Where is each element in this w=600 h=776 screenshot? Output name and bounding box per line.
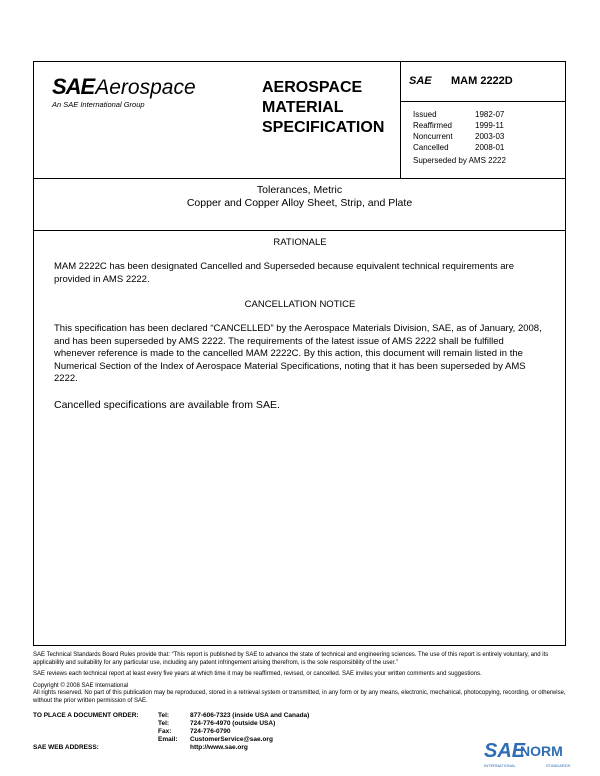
- date-row: [413, 131, 504, 142]
- cancellation-text: This specification has been declared “CANCELLED” by the Aerospace Materials Division, SAE, as of January, 2008, and has been superseded by AMS 2222. The requirements of the latest issue of AMS 2222 shall be fulfilled whenever reference is made to the cancelled MAM 2222C. By this action, this document will remain listed in the Numerical Section of the Index of Aerospace Material Specifications, noting that it has been superseded by AMS 2222.: [54, 323, 542, 384]
- date-value: 1982-07: [475, 110, 505, 119]
- contact-label: Fax:: [158, 728, 172, 735]
- sae-mini-logo: SAE: [409, 75, 432, 87]
- copyright-notice: Copyright © 2008 SAE International: [33, 682, 129, 689]
- web-address-row: [33, 744, 248, 751]
- date-value: 2008-01: [475, 143, 505, 152]
- contact-row: [33, 736, 309, 744]
- date-label: Cancelled: [413, 143, 449, 152]
- rules-notice: SAE Technical Standards Board Rules provide that: “This report is published by SAE to advance the state of technical and engineering sciences. The use of this report is entirely voluntary, and its applicability and suitability for any particular use, including any patent infringement arising therefrom, is the sole responsibility of the user.”: [33, 652, 549, 666]
- date-row: [413, 109, 504, 120]
- date-value: 2003-03: [475, 132, 505, 141]
- logo-subtitle: An SAE International Group: [52, 100, 145, 109]
- rights-notice: All rights reserved. No part of this publication may be reproduced, stored in a retrieval system or transmitted, in any form or by any means, electronic, mechanical, photocopying, recording, or otherwise, without the prior written permission of SAE.: [33, 690, 566, 704]
- contact-label: Email:: [158, 736, 178, 743]
- subject-line-2: Copper and Copper Alloy Sheet, Strip, and Plate: [186, 197, 413, 209]
- date-label: Reaffirmed: [413, 121, 452, 130]
- cancellation-heading: CANCELLATION NOTICE: [244, 299, 356, 310]
- date-row: [413, 142, 504, 153]
- contact-row: [33, 720, 309, 728]
- date-value: 1999-11: [475, 121, 504, 130]
- footer-notices: [33, 652, 567, 705]
- document-info-box: [400, 62, 565, 178]
- contact-label: Tel:: [158, 720, 170, 727]
- logo-aerospace-text: Aerospace: [95, 76, 196, 99]
- rationale-text: MAM 2222C has been designated Cancelled and Superseded because equivalent technical requirements are provided in AMS 2222.: [54, 261, 514, 285]
- availability-text: Cancelled specifications are available from SAE.: [54, 398, 280, 411]
- rationale-heading: RATIONALE: [273, 237, 327, 248]
- date-label: Issued: [413, 110, 437, 119]
- document-type-title: [262, 78, 412, 138]
- sae-norm-watermark-logo: [484, 740, 594, 770]
- email-link[interactable]: CustomerService@sae.org: [190, 736, 273, 743]
- review-notice: SAE reviews each technical report at least every five years at which time it may be reaffirmed, revised, or cancelled. SAE invites your written comments and suggestions.: [33, 671, 482, 677]
- document-body: [54, 237, 546, 425]
- document-frame: [33, 61, 566, 646]
- contact-row: [33, 712, 309, 720]
- norm-sae-text: SAE: [484, 740, 526, 762]
- norm-standards-text: STANDARDS: [546, 763, 571, 768]
- order-contacts: [33, 712, 309, 744]
- order-label: TO PLACE A DOCUMENT ORDER:: [33, 712, 139, 719]
- contact-value: 724-776-4970 (outside USA): [190, 720, 276, 727]
- title-line-1: AEROSPACE: [262, 79, 363, 96]
- document-number-row: [401, 62, 565, 102]
- web-label: SAE WEB ADDRESS:: [33, 744, 99, 751]
- document-subject: [34, 179, 565, 231]
- document-header: [34, 62, 565, 179]
- title-line-2: MATERIAL: [262, 99, 344, 116]
- logo-sae-text: SAE: [52, 74, 95, 99]
- web-address-link[interactable]: http://www.sae.org: [190, 744, 248, 751]
- superseded-by: Superseded by AMS 2222: [413, 156, 506, 165]
- contact-value: 724-776-0790: [190, 728, 231, 735]
- date-row: [413, 120, 504, 131]
- norm-international-text: INTERNATIONAL: [484, 763, 516, 768]
- date-label: Noncurrent: [413, 132, 453, 141]
- sae-aerospace-logo: [52, 74, 196, 109]
- document-number: MAM 2222D: [451, 75, 513, 87]
- document-dates: [413, 109, 504, 153]
- subject-line-1: Tolerances, Metric: [256, 184, 343, 196]
- contact-label: Tel:: [158, 712, 170, 719]
- contact-value: 877-606-7323 (inside USA and Canada): [190, 712, 310, 719]
- norm-text: NORM: [520, 743, 563, 759]
- title-line-3: SPECIFICATION: [262, 119, 385, 136]
- contact-row: [33, 728, 309, 736]
